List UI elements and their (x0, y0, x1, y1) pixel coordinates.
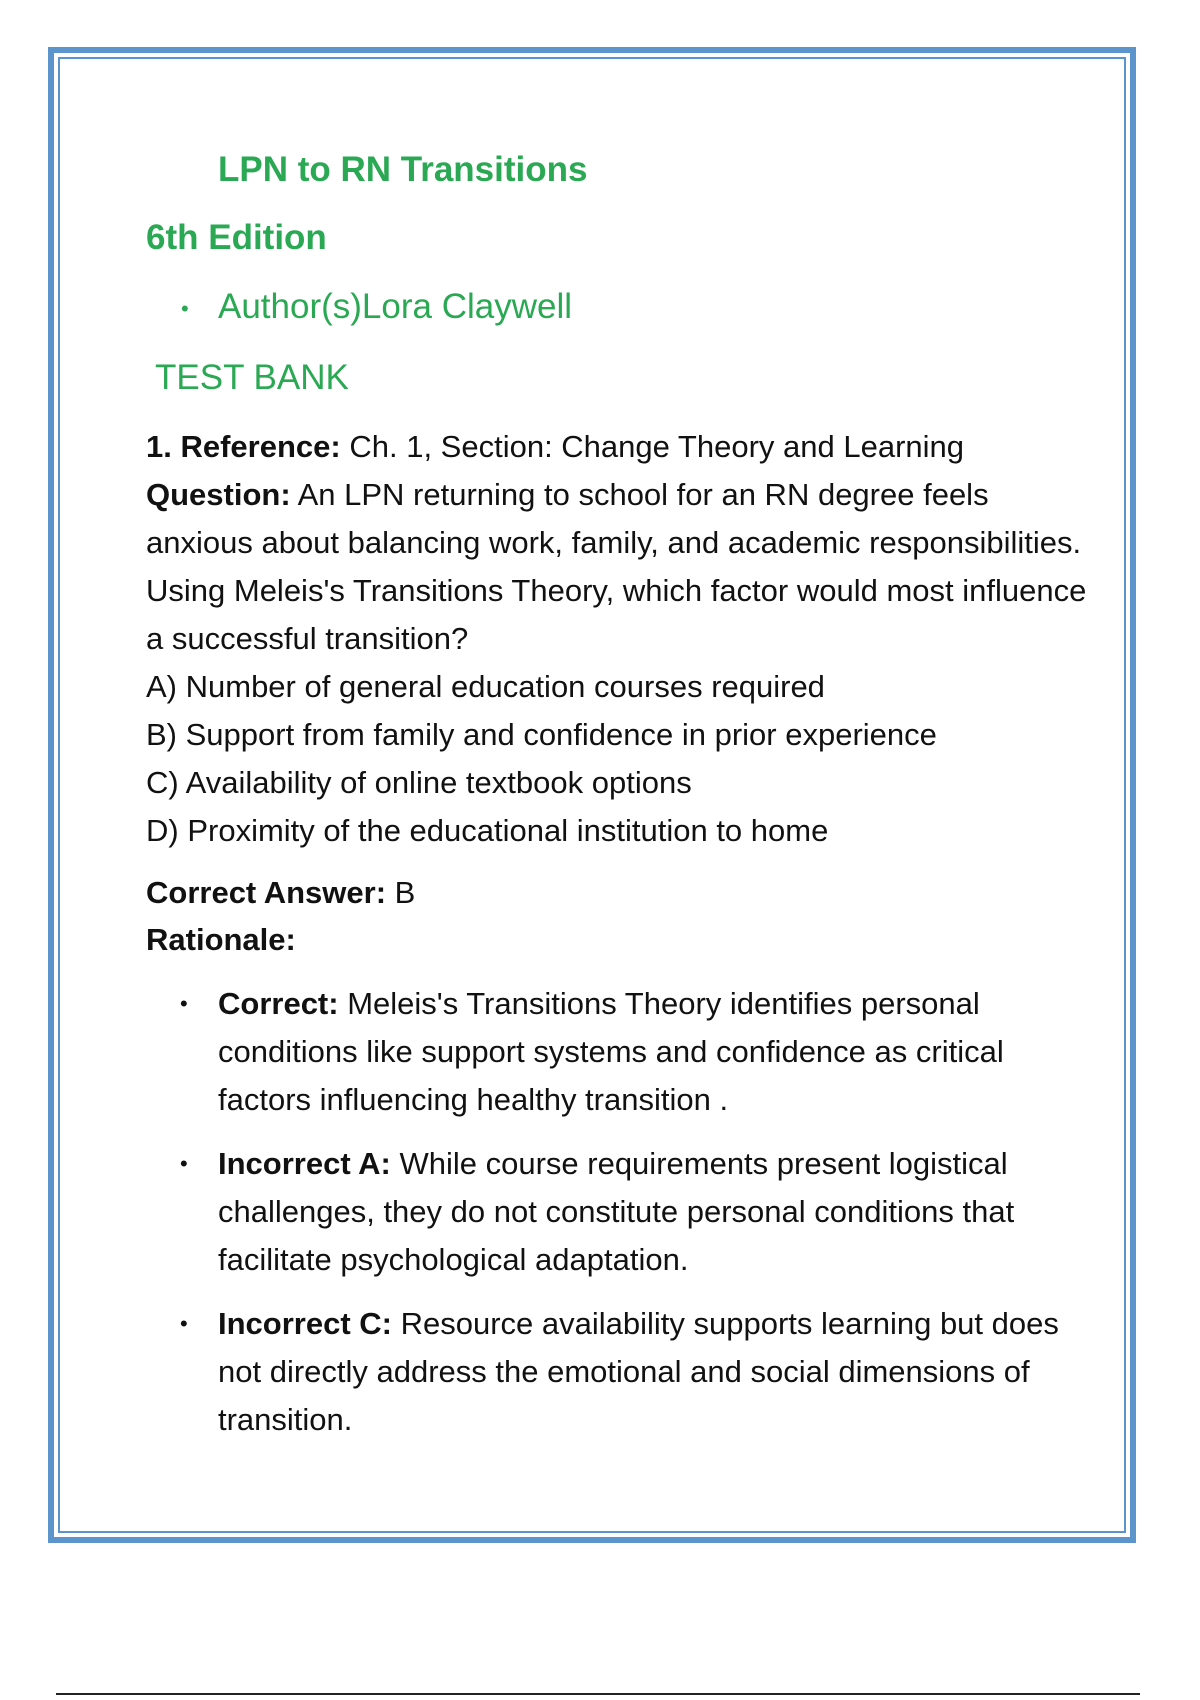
question-text-line (146, 471, 1096, 663)
answer-option-d: D) Proximity of the educational institution to home (146, 813, 829, 848)
answer-option-b: B) Support from family and confidence in prior experience (146, 717, 937, 752)
reference-text: Ch. 1, Section: Change Theory and Learning (349, 429, 965, 464)
rationale-text: While course requirements present logistical challenges, they do not constitute personal conditions that facilitate psychological adaptation. (218, 1146, 1015, 1277)
rationale-item-correct (146, 980, 1096, 1124)
rationale-label: Correct: (218, 986, 339, 1021)
author-row (181, 287, 572, 327)
footer-divider (56, 1693, 1140, 1695)
correct-answer-line (146, 869, 415, 916)
correct-answer-value: B (394, 875, 416, 910)
answer-option-c: C) Availability of online textbook options (146, 765, 692, 800)
rationale-text: Meleis's Transitions Theory identifies personal conditions like support systems and confidence as critical factors influencing healthy transition . (218, 986, 1004, 1117)
bullet-icon: • (180, 1311, 188, 1336)
author-name: Author(s)Lora Claywell (218, 287, 573, 326)
reference-line (146, 423, 1096, 471)
rationale-text: Resource availability supports learning but does not directly address the emotional and social dimensions of transition. (218, 1306, 1059, 1437)
question-block (146, 423, 1096, 855)
rationale-list (146, 980, 1096, 1460)
section-title: TEST BANK (155, 358, 349, 397)
question-text: An LPN returning to school for an RN degree feels anxious about balancing work, family, and academic responsibilities. Using Meleis's Transitions Theory, which factor would most influence a successful transition? (146, 477, 1087, 656)
bullet-icon: • (181, 295, 189, 321)
rationale-label: Incorrect C: (218, 1306, 392, 1341)
rationale-heading: Rationale: (146, 922, 296, 957)
bullet-icon: • (180, 991, 188, 1016)
reference-label: 1. Reference: (146, 429, 341, 464)
question-label: Question: (146, 477, 291, 512)
answer-block (146, 869, 415, 963)
edition-label: 6th Edition (146, 218, 327, 257)
rationale-item-incorrect-a (146, 1140, 1096, 1284)
book-title: LPN to RN Transitions (218, 150, 588, 189)
rationale-label: Incorrect A: (218, 1146, 391, 1181)
bullet-icon: • (180, 1151, 188, 1176)
answer-option-a: A) Number of general education courses required (146, 669, 825, 704)
rationale-item-incorrect-c (146, 1300, 1096, 1444)
correct-answer-label: Correct Answer: (146, 875, 387, 910)
